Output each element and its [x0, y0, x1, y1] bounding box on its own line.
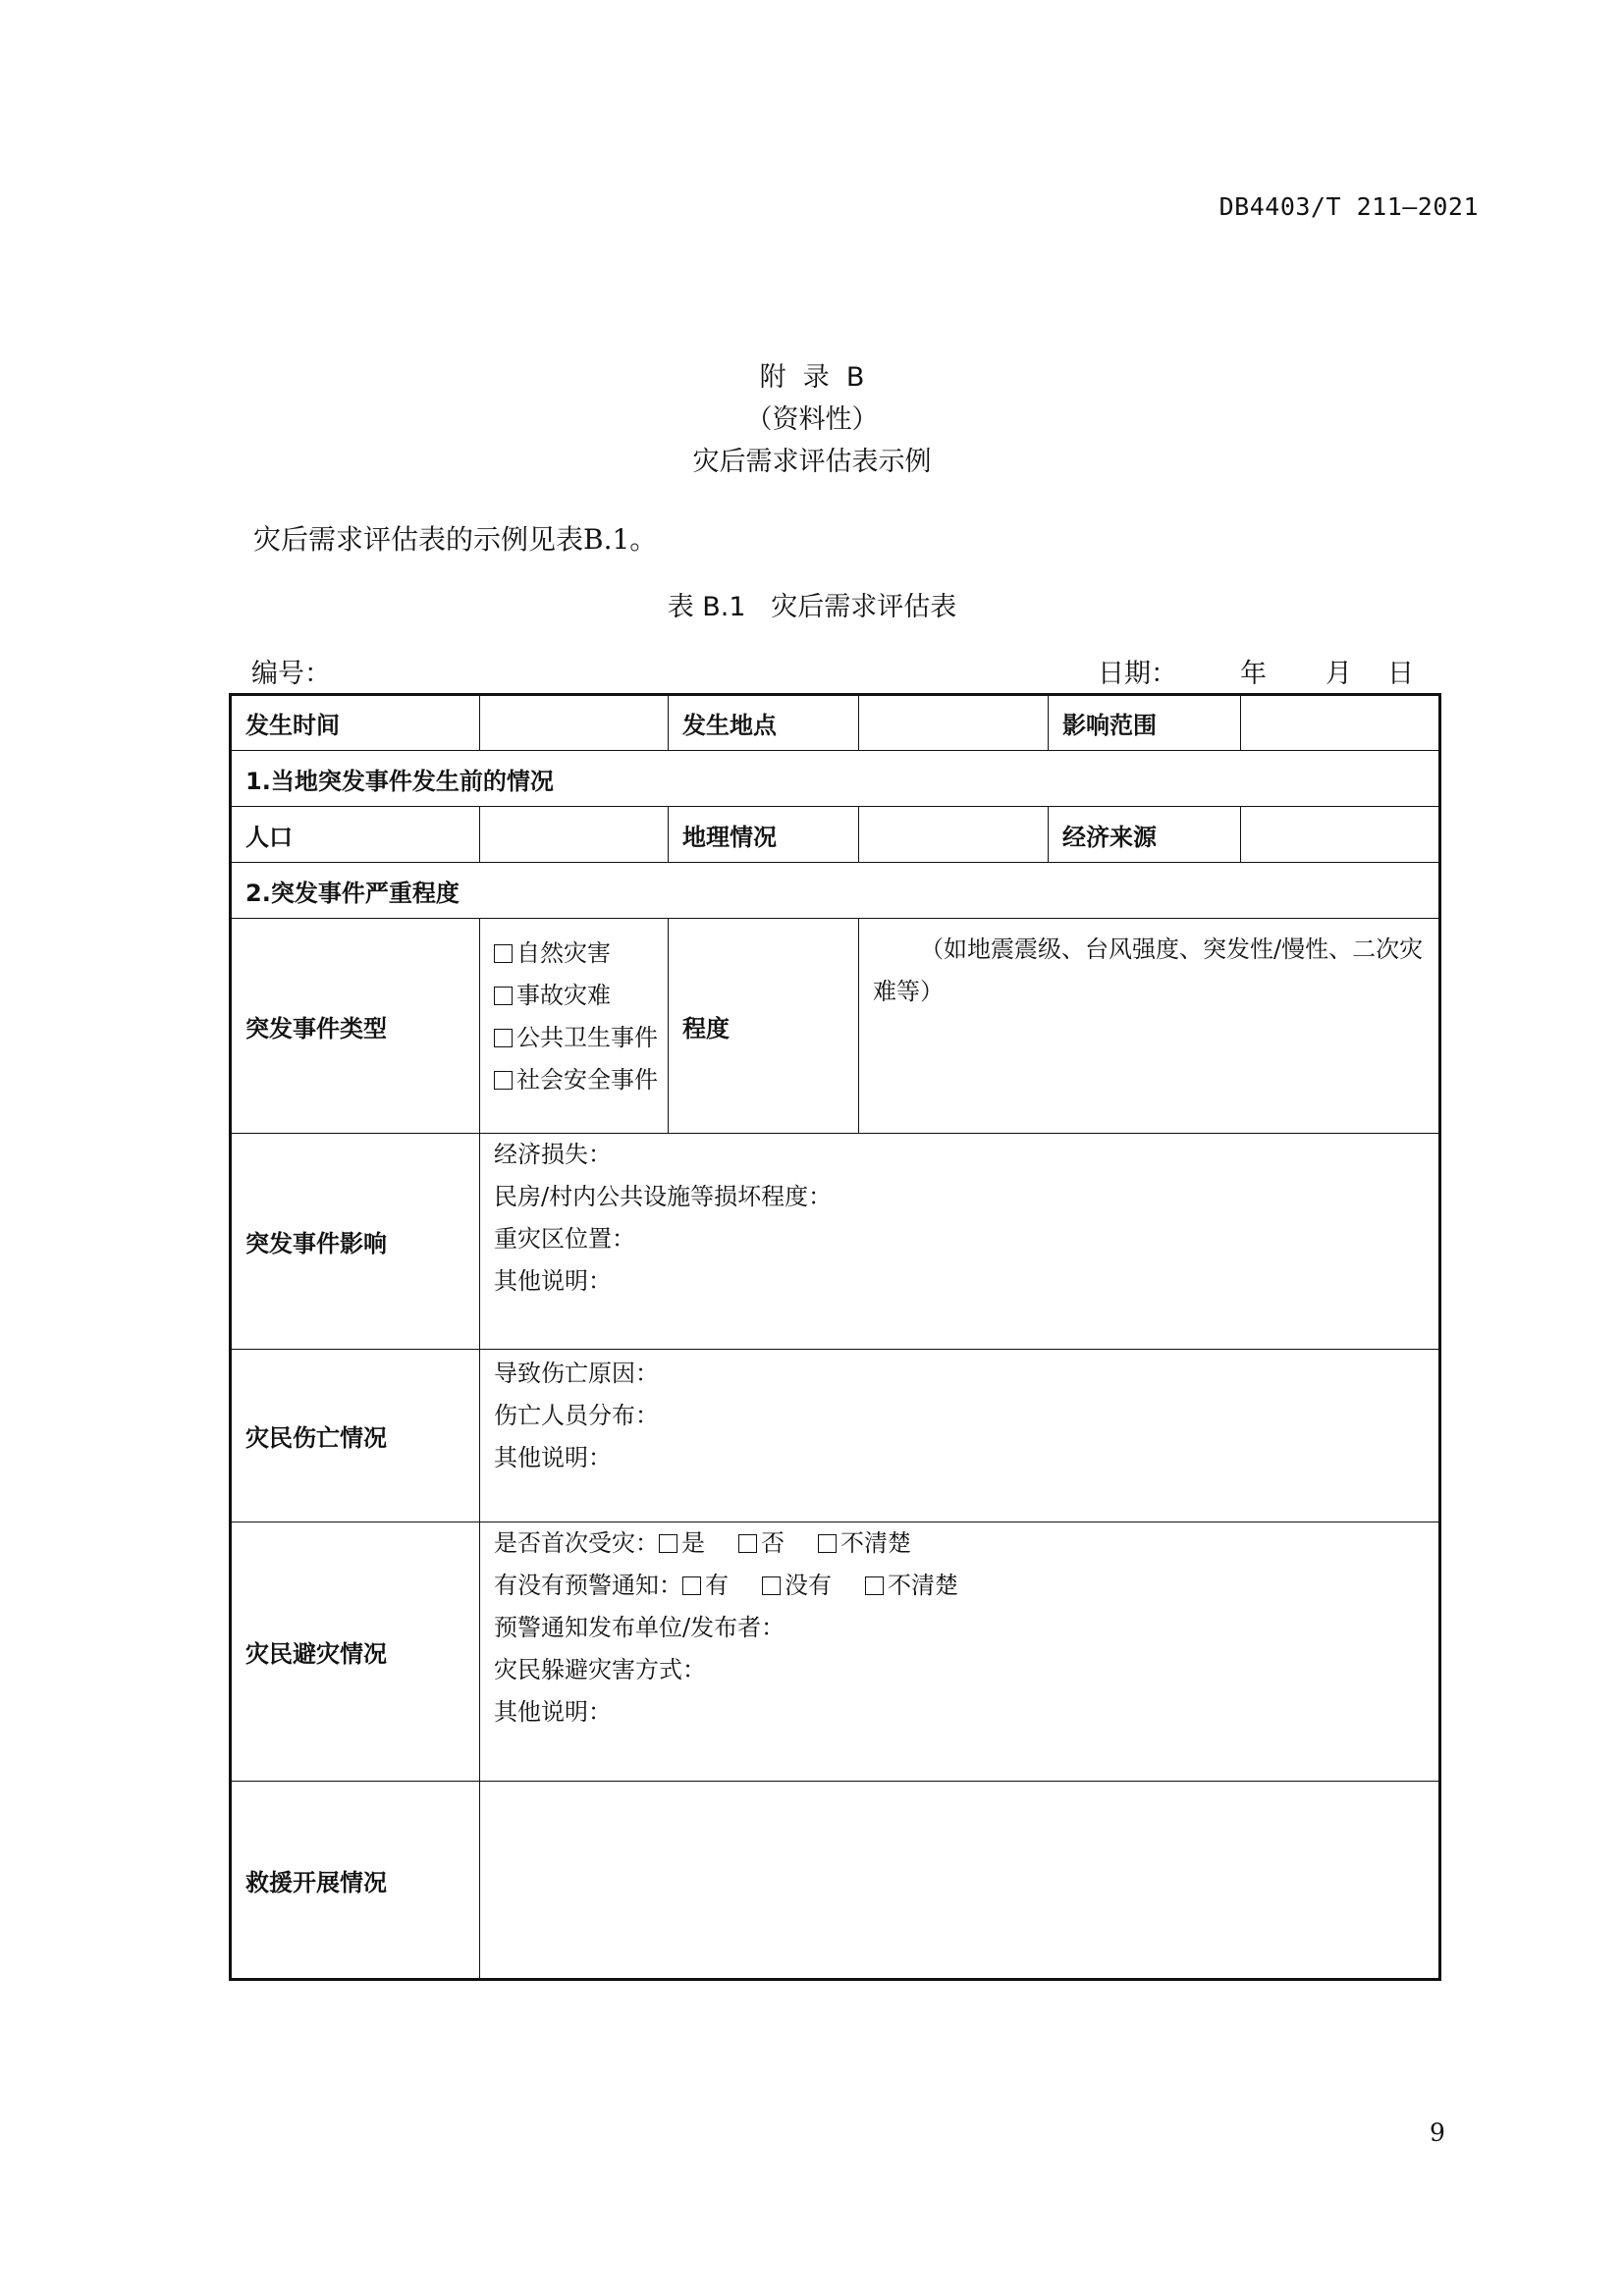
checkbox[interactable] [738, 1534, 757, 1553]
warning-option[interactable]: 有 [682, 1572, 729, 1599]
table-row [231, 863, 1440, 919]
event-type-option[interactable]: 公共卫生事件 [494, 1017, 654, 1059]
event-type-option[interactable]: 自然灾害 [494, 933, 654, 975]
table-row [231, 695, 1440, 751]
impact-scope-label: 影响范围 [1049, 695, 1241, 751]
first-time-option[interactable]: 否 [738, 1529, 785, 1557]
table-row [231, 751, 1440, 807]
needs-assessment-table [229, 693, 1441, 1981]
occur-time-field[interactable] [480, 695, 669, 751]
first-time-question: 是否首次受灾： 是 否 不清楚 [494, 1529, 911, 1557]
checkbox[interactable] [494, 944, 513, 963]
intro-text: 灾后需求评估表的示例见表B.1。 [253, 523, 658, 556]
warning-question: 有没有预警通知： 有 没有 不清楚 [494, 1572, 958, 1599]
table-row [231, 1134, 1440, 1350]
table-row [231, 919, 1440, 1134]
geography-field[interactable] [859, 807, 1049, 863]
severity-note[interactable]: （如地震震级、台风强度、突发性/慢性、二次灾难等） [859, 919, 1440, 1134]
event-impact-line: 经济损失： [494, 1141, 612, 1168]
economy-label: 经济来源 [1049, 807, 1241, 863]
population-field[interactable] [480, 807, 669, 863]
checkbox[interactable] [659, 1534, 677, 1553]
table-row [231, 1782, 1440, 1980]
casualties-label: 灾民伤亡情况 [231, 1350, 480, 1522]
table-row [231, 1522, 1440, 1782]
year-label: 年 [1240, 659, 1267, 689]
event-type-label: 突发事件类型 [231, 919, 480, 1134]
table-row [231, 807, 1440, 863]
serial-number-label: 编号： [251, 659, 331, 689]
event-type-options [480, 919, 669, 1134]
day-label: 日 [1387, 659, 1414, 689]
evacuation-line: 其他说明： [494, 1698, 612, 1726]
table-caption: 表 B.1 灾后需求评估表 [667, 592, 957, 622]
section-1-heading: 1.当地突发事件发生前的情况 [231, 751, 1440, 807]
evacuation-label: 灾民避灾情况 [231, 1522, 480, 1782]
date-label: 日期： [1098, 659, 1177, 689]
checkbox[interactable] [494, 987, 513, 1005]
casualties-line: 其他说明： [494, 1444, 612, 1471]
event-impact-line: 民房/村内公共设施等损坏程度： [494, 1183, 833, 1210]
checkbox[interactable] [494, 1071, 513, 1090]
occur-place-label: 发生地点 [669, 695, 859, 751]
geography-label: 地理情况 [669, 807, 859, 863]
rescue-field[interactable] [480, 1782, 1440, 1980]
impact-scope-field[interactable] [1241, 695, 1440, 751]
rescue-label: 救援开展情况 [231, 1782, 480, 1980]
page-number: 9 [1430, 2118, 1445, 2147]
checkbox[interactable] [494, 1029, 513, 1047]
event-impact-label: 突发事件影响 [231, 1134, 480, 1350]
document-code: DB4403/T 211—2021 [1218, 192, 1479, 221]
table-row [231, 1350, 1440, 1522]
economy-field[interactable] [1241, 807, 1440, 863]
checkbox[interactable] [762, 1576, 781, 1595]
first-time-option[interactable]: 是 [659, 1529, 705, 1557]
casualties-line: 导致伤亡原因： [494, 1360, 659, 1387]
severity-label: 程度 [669, 919, 859, 1134]
date-row [1098, 652, 1422, 690]
checkbox[interactable] [865, 1576, 884, 1595]
evacuation-field[interactable] [480, 1522, 1440, 1782]
month-label: 月 [1326, 659, 1352, 689]
event-type-option[interactable]: 事故灾难 [494, 975, 654, 1017]
checkbox[interactable] [818, 1534, 837, 1553]
occur-time-label: 发生时间 [231, 695, 480, 751]
warning-option[interactable]: 没有 [762, 1572, 832, 1599]
population-label: 人口 [231, 807, 480, 863]
evacuation-line: 预警通知发布单位/发布者： [494, 1614, 785, 1641]
section-2-heading: 2.突发事件严重程度 [231, 863, 1440, 919]
first-time-option[interactable]: 不清楚 [818, 1529, 911, 1557]
event-impact-field[interactable] [480, 1134, 1440, 1350]
casualties-line: 伤亡人员分布： [494, 1402, 659, 1429]
casualties-field[interactable] [480, 1350, 1440, 1522]
evacuation-line: 灾民躲避灾害方式： [494, 1656, 706, 1683]
event-impact-line: 重灾区位置： [494, 1225, 635, 1253]
appendix-title: 附 录 B [759, 362, 865, 393]
event-type-option[interactable]: 社会安全事件 [494, 1059, 654, 1101]
checkbox[interactable] [682, 1576, 701, 1595]
appendix-name: 灾后需求评估表示例 [692, 447, 932, 477]
event-impact-line: 其他说明： [494, 1267, 612, 1295]
occur-place-field[interactable] [859, 695, 1049, 751]
appendix-subtitle: （资料性） [745, 404, 879, 435]
warning-option[interactable]: 不清楚 [865, 1572, 958, 1599]
